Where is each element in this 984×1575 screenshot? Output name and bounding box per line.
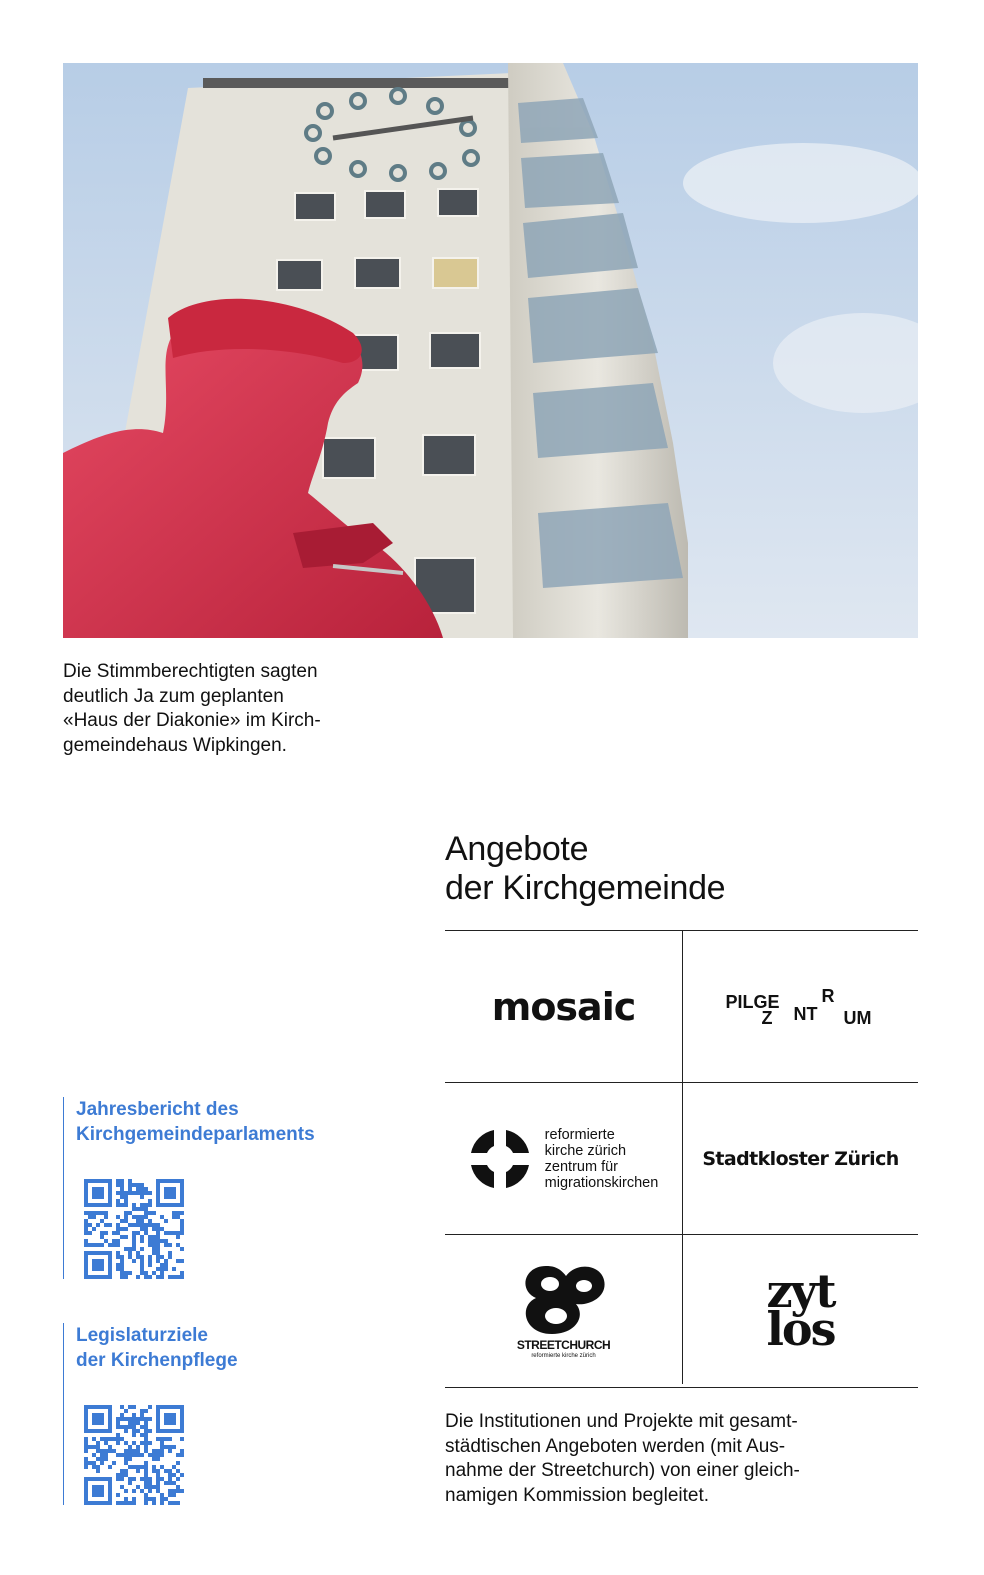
mosaic-logo: mosaic xyxy=(491,984,636,1029)
logo-cell-stadtkloster[interactable] xyxy=(683,1082,918,1234)
logo-cell-streetchurch[interactable] xyxy=(445,1234,683,1384)
photo-caption: Die Stimmberechtigten sagten deutlich Ja zum geplanten «Haus der Diakonie» im Kirch- gemeindehaus Wipkingen. xyxy=(63,661,321,756)
zytlos-logo: zyt los xyxy=(766,1263,835,1356)
stadtkloster-logo: Stadtkloster Zürich xyxy=(702,1147,899,1170)
qr-code-jahresbericht[interactable] xyxy=(84,1179,184,1279)
photo xyxy=(63,63,918,638)
logo-cell-reformierte[interactable] xyxy=(445,1082,683,1234)
reformierte-kirche-icon xyxy=(469,1128,531,1190)
streetchurch-subtitle: reformierte kirche zürich xyxy=(531,1353,596,1359)
streetchurch-name: STREETCHURCH xyxy=(516,1338,611,1352)
qr-title-legislaturziele[interactable]: Legislaturziele der Kirchenpflege xyxy=(76,1325,238,1371)
logo-grid xyxy=(445,930,918,1388)
reformierte-logo-text: reformierte kirche zürich zentrum für migrationskirchen xyxy=(544,1126,659,1191)
building-with-red-statue-image xyxy=(63,63,918,638)
section-heading: Angebote der Kirchgemeinde xyxy=(445,830,726,907)
logo-cell-pilgerzentrum[interactable] xyxy=(683,931,918,1082)
footnote-text: Die Institutionen und Projekte mit gesamt- städtischen Angeboten werden (mit Aus- nahme der Streetchurch) von einer gleich- namigen Kommission begleitet. xyxy=(445,1411,800,1506)
pilgerzentrum-logo: PILGE R Z NT UM xyxy=(725,985,872,1028)
logo-cell-mosaic[interactable] xyxy=(445,931,683,1082)
qr-block-legislaturziele xyxy=(63,1323,238,1505)
logo-cell-zytlos[interactable] xyxy=(683,1234,918,1384)
qr-block-jahresbericht xyxy=(63,1097,315,1279)
qr-code-legislaturziele[interactable] xyxy=(84,1405,184,1505)
qr-title-jahresbericht[interactable]: Jahresbericht des Kirchgemeindeparlaments xyxy=(76,1099,315,1145)
streetchurch-icon xyxy=(516,1260,612,1340)
